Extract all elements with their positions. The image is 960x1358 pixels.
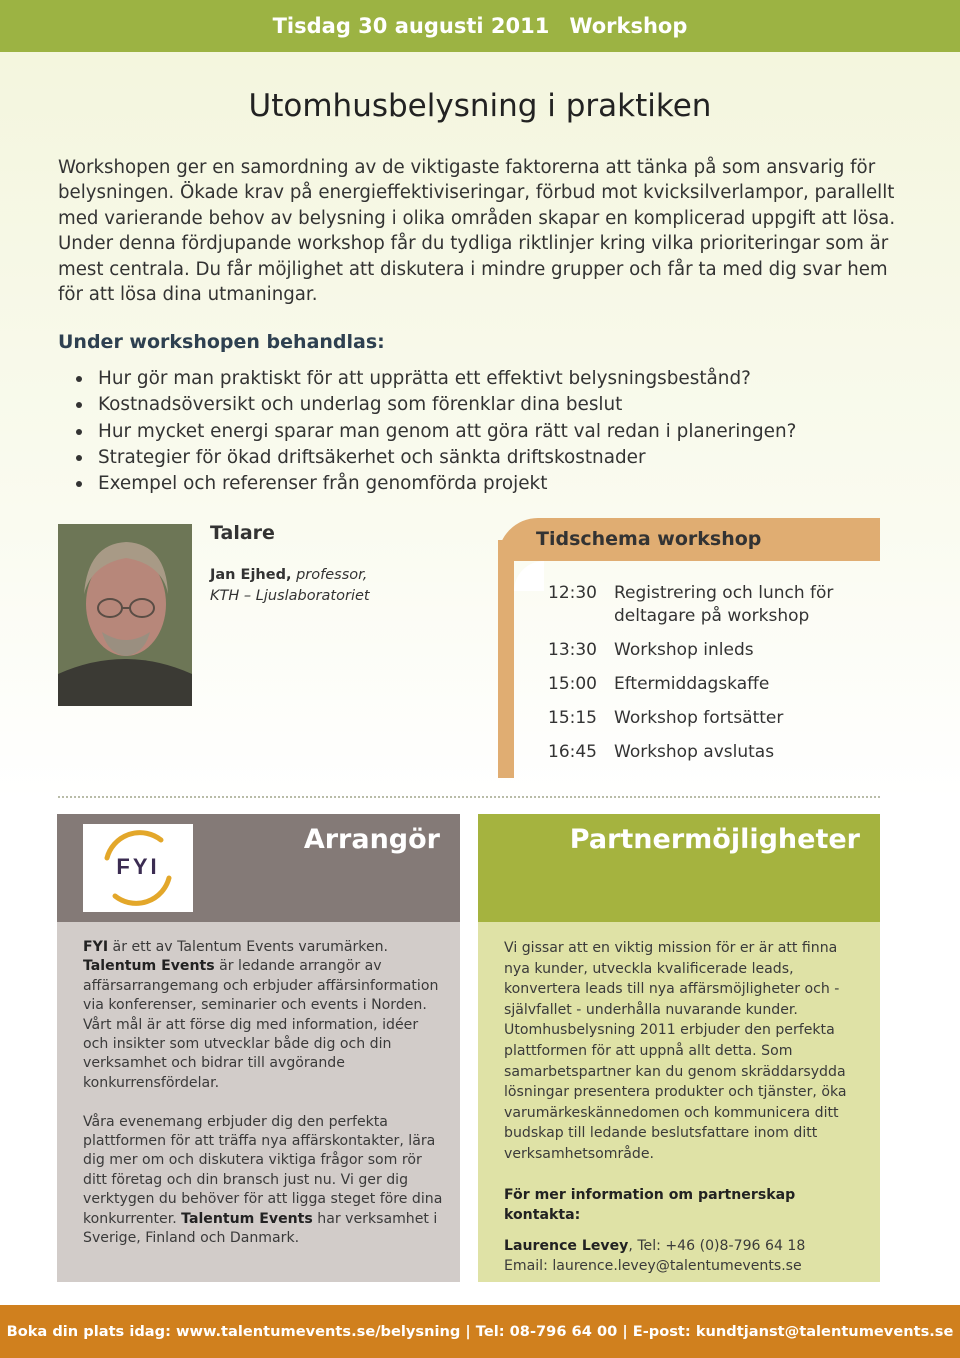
schedule-description: Workshop avslutas [614,742,775,762]
organizer-heading: Arrangör [303,824,440,855]
brand-name: Talentum Events [83,958,215,975]
contact-phone: , Tel: +46 (0)8-796 64 18 [628,1237,806,1254]
partner-contact [504,1236,864,1257]
schedule-description: Registrering och lunch för deltagare på workshop [614,583,834,626]
contact-name: Laurence Levey [504,1237,629,1254]
fyi-logo-text: FYI [116,854,160,879]
list-item: Hur mycket energi sparar man genom att göra rätt val redan i planeringen? [58,419,918,445]
speaker-portrait-image [58,524,192,706]
schedule-row [548,741,868,764]
fyi-logo [83,824,193,912]
header-bar [0,0,960,52]
organizer-text-span: är ett av Talentum Events varumärken. [108,939,389,955]
organizer-paragraph [83,938,443,1093]
organizer-text [83,938,443,1268]
event-date: Tisdag 30 augusti 2011 [272,14,550,38]
partner-contact-heading: För mer information om partnerskap kontakta: [504,1186,796,1224]
schedule-heading: Tidschema workshop [536,528,762,550]
schedule-time: 15:00 [548,674,597,694]
schedule-row [548,582,868,628]
fyi-logo-icon [83,824,193,912]
organizer-text-span: är ledande arrangör av affärsarrangemang och erbjuder affärsinformation via konferenser, seminarier och events i Norden. Vårt mål är att förse dig med information, idéer och insikter som utvecklar både dig och din verksamhet och bidrar till avgörande konkurrensfördelar. [83,958,439,1091]
organizer-text-span: Våra evenemang erbjuder dig den perfekta plattformen för att träffa nya affärskontakter, lära dig mer om och diskutera viktiga frågor som rör ditt företag och din bransch just nu. Vi ger dig verktygen du behöver för att ligga steget före dina konkurrenter. [83,1113,443,1227]
schedule-row [548,639,868,662]
booking-info[interactable]: Boka din plats idag: www.talentumevents.se/belysning | Tel: 08-796 64 00 | E-post: kundtjanst@talentumevents.se [6,1323,954,1340]
schedule-corner [514,561,544,591]
list-item: Strategier för ökad driftsäkerhet och sänkta driftskostnader [58,445,918,471]
speaker-organization: KTH – Ljuslaboratoriet [210,588,370,604]
organizer-paragraph [83,1113,443,1249]
schedule-list [548,582,868,775]
footer-bar [0,1305,960,1358]
speaker-heading: Talare [210,522,275,544]
list-item: Exempel och referenser från genomförda projekt [58,471,918,497]
partner-paragraph: Vi gissar att en viktig mission för er är att finna nya kunder, utveckla kvalificerade leads, konvertera leads till nya affärsmöjligheter och - självfallet - underhålla nuvarande kunder. Utomhusbelysning 2011 erbjuder den perfekta plattformen för att uppnå allt detta. Som samarbetspartner kan du genom skräddarsydda lösningar presentera produkter och tjänster, öka varumärkeskännedomen och kommunicera ditt budskap till ledande beslutsfattare inom ditt verksamhetsområde. [504,940,847,1162]
speaker-photo [58,524,192,706]
contact-email[interactable]: Email: laurence.levey@talentumevents.se [504,1258,802,1275]
partner-text [504,938,864,1277]
page-title: Utomhusbelysning i praktiken [248,88,712,124]
schedule-description: Workshop inleds [614,640,754,660]
speaker-info [210,565,370,607]
schedule-time: 15:15 [548,708,597,728]
topics-heading: Under workshopen behandlas: [58,331,385,353]
event-type-label: Workshop [569,14,688,38]
schedule-row [548,707,868,730]
list-item: Kostnadsöversikt och underlag som förenklar dina beslut [58,392,918,418]
section-divider [58,796,880,798]
schedule-row [548,673,868,696]
schedule-side-bar [498,540,514,778]
list-item: Hur gör man praktiskt för att upprätta ett effektivt belysningsbestånd? [58,366,918,392]
schedule-time: 12:30 [548,583,597,603]
intro-paragraph: Workshopen ger en samordning av de viktigaste faktorerna att tänka på som ansvarig för belysningen. Ökade krav på energieffektiviseringar, förbud mot kvicksilverlampor, parallellt med varierande behov av belysning i olika områden skapar en komplicerad uppgift att lösa. Under denna fördjupande workshop får du tydliga riktlinjer kring vilka prioriteringar som är mest centrala. Du får möjlighet att diskutera i mindre grupper och får ta med dig svar hem för att lösa dina utmaningar. [58,157,896,306]
schedule-time: 13:30 [548,640,597,660]
schedule-description: Workshop fortsätter [614,708,784,728]
topics-list [58,366,918,497]
speaker-role: professor, [296,567,368,583]
partner-heading: Partnermöjligheter [569,824,860,855]
brand-name: FYI [83,939,109,955]
brand-name: Talentum Events [181,1210,313,1227]
organizer-text-span: har verksamhet i Sverige, Finland och Danmark. [83,1210,438,1247]
schedule-description: Eftermiddagskaffe [614,674,770,694]
speaker-name: Jan Ejhed, [210,567,292,583]
schedule-time: 16:45 [548,742,597,762]
